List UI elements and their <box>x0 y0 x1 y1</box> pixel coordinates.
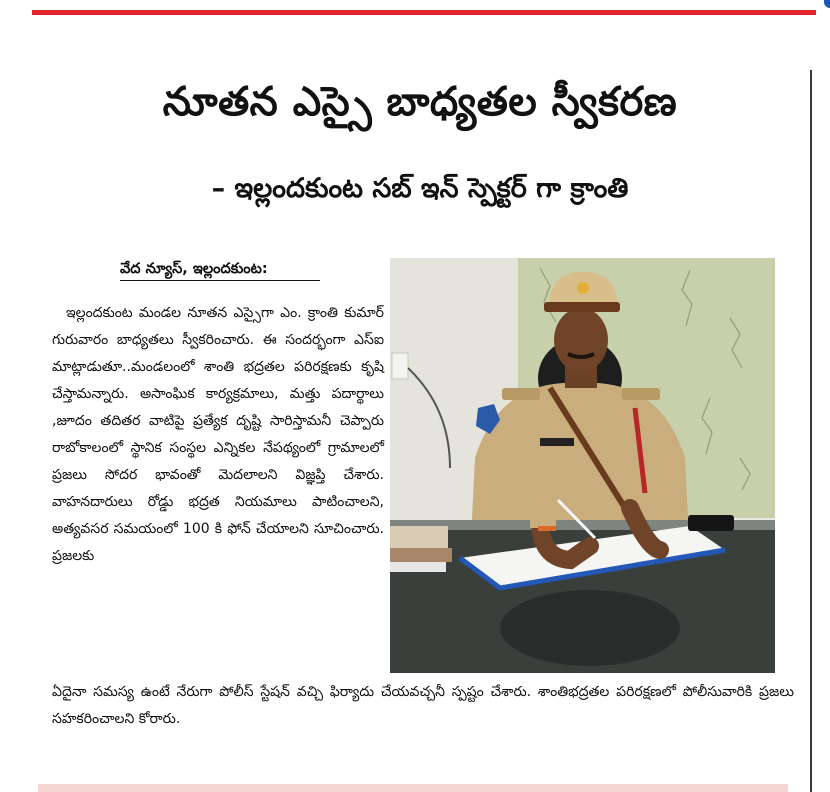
corner-mark <box>824 0 830 8</box>
top-red-rule <box>32 10 816 15</box>
article-body-column: ఇల్లందకుంట మండల నూతన ఎస్సైగా ఎం. క్రాంతి కుమార్ గురువారం బాధ్యతలు స్వీకరించారు. ఈ సందర్భంగా ఎస్ఐ మాట్లాడుతూ..మండలంలో శాంతి భద్రతల పరిరక్షణకు కృషి చేస్తామన్నారు. అసాంఘిక కార్యక్రమాలు, మత్తు పదార్థాలు ,జూదం తదితర వాటిపై ప్రత్యేక దృష్టి సారిస్తామనీ చెప్పారు రాబోకాలంలో స్థానిక సంస్థల ఎన్నికల నేపథ్యంలో గ్రామాలలో ప్రజలు సోదర భావంతో మెదలాలని విజ్ఞప్తి చేశారు. వాహనదారులు రోడ్డు భద్రత నియమాలు పాటించాలని, అత్యవసర సమయంలో 100 కి ఫోన్ చేయాలని సూచించారు. ప్రజలకు <box>52 305 384 564</box>
subheadline: – ఇల్లందకుంట సబ్ ఇన్ స్పెక్టర్ గా క్రాంతి <box>211 173 629 204</box>
dateline: వేద న్యూస్, ఇల్లందకుంట: <box>120 258 320 281</box>
headline: నూతన ఎస్సై బాధ్యతల స్వీకరణ <box>162 79 678 125</box>
bottom-band <box>38 784 788 792</box>
column-divider <box>810 70 812 792</box>
article-body-continuation: ఏదైనా సమస్య ఉంటే నేరుగా పోలీస్ స్టేషన్ వచ్చి ఫిర్యాదు చేయవచ్చనీ స్పష్టం చేశారు. శాంతిభద్రతల పరిరక్షణలో పోలీసువారికి ప్రజలు సహకరించాలని కోరారు. <box>52 684 794 727</box>
officer-photo <box>390 258 775 673</box>
